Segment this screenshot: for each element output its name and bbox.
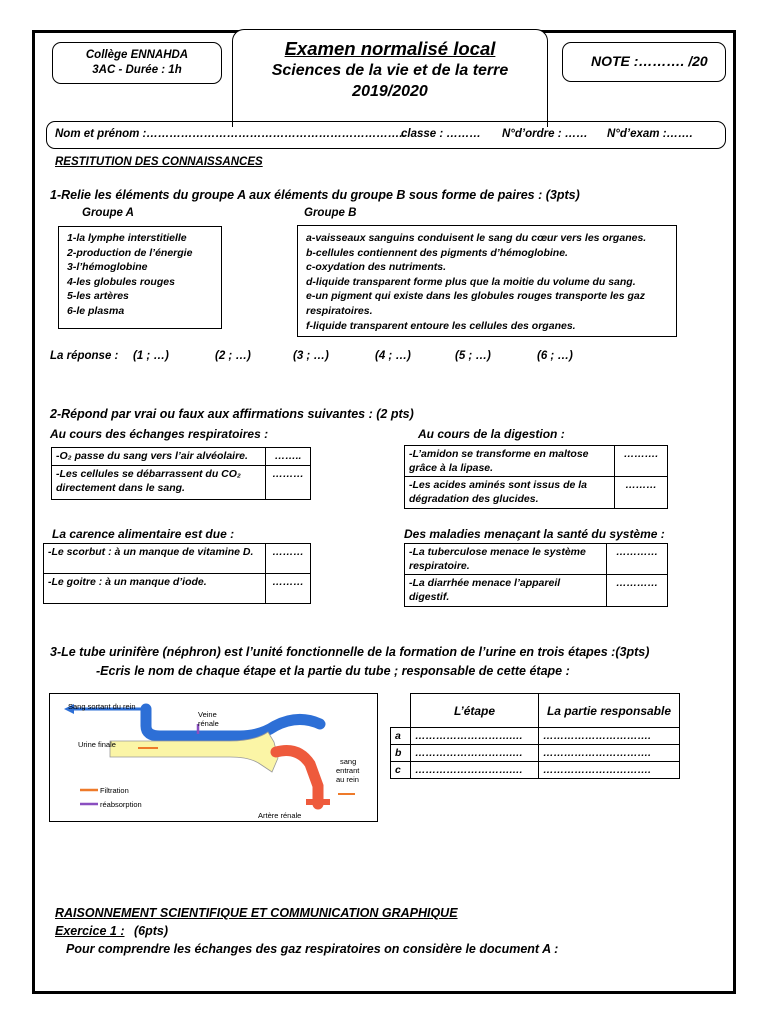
tf-answer[interactable]: ………: [266, 466, 311, 500]
student-info-box: [46, 121, 726, 149]
tf-table-digestion: [404, 445, 668, 509]
group-b-label: Groupe B: [304, 207, 357, 219]
group-a-item: 6-le plasma: [67, 304, 125, 317]
label-sang-entrant-1: sang: [340, 757, 357, 766]
label-renale: rénale: [198, 719, 219, 728]
step-answer[interactable]: ……………………….…: [411, 762, 539, 779]
tf-statement: -Les acides aminés sont issus de la dégradation des glucides.: [405, 477, 615, 509]
label-sang-entrant-2: entrant: [336, 766, 360, 775]
tf-statement: -Le scorbut : à un manque de vitamine D.: [44, 544, 266, 574]
group-b-item: a-vaisseaux sanguins conduisent le sang du cœur vers les organes.: [306, 232, 647, 244]
group-a-item: 2-production de l’énergie: [67, 246, 193, 259]
row-label: b: [391, 745, 411, 762]
row-label: a: [391, 728, 411, 745]
step-answer[interactable]: ……………………….…: [411, 745, 539, 762]
column-header-step: L’étape: [411, 694, 539, 728]
section-heading-2: RAISONNEMENT SCIENTIFIQUE ET COMMUNICATION GRAPHIQUE: [55, 906, 458, 920]
section-heading-1: RESTITUTION DES CONNAISSANCES: [55, 156, 263, 168]
answer-pair[interactable]: (4 ; …): [375, 350, 411, 362]
nephron-figure: [49, 693, 378, 822]
tf-answer[interactable]: ………: [615, 477, 668, 509]
group-a-item: 4-les globules rouges: [67, 275, 175, 288]
group-b-item: e-un pigment qui existe dans les globules rouges transporte les gaz: [306, 290, 645, 303]
tf-answer[interactable]: ………: [266, 544, 311, 574]
tf-statement: -O₂ passe du sang vers l’air alvéolaire.: [52, 448, 266, 466]
label-veine: Veine: [198, 710, 217, 719]
answer-pair[interactable]: (6 ; …): [537, 350, 573, 362]
answer-pair[interactable]: (3 ; …): [293, 350, 329, 362]
tf-statement: -La diarrhée menace l’appareil digestif.: [405, 575, 607, 607]
question-3-instruction: -Ecris le nom de chaque étape et la partie du tube ; responsable de cette étape :: [96, 664, 570, 678]
tf-answer[interactable]: …………: [607, 544, 668, 575]
label-artere: Artère rénale: [258, 811, 302, 820]
group-a-item: 3-l’hémoglobine: [67, 261, 148, 274]
tf-title-digestion: Au cours de la digestion :: [418, 427, 565, 441]
exercise-points: (6pts): [133, 924, 169, 938]
name-field[interactable]: Nom et prénom :…………………………………………………………..: [55, 128, 406, 140]
tf-answer[interactable]: ……..: [266, 448, 311, 466]
class-field[interactable]: classe : ………: [401, 128, 481, 140]
class-duration: 3AC - Durée : 1h: [92, 64, 182, 76]
title-box: [232, 29, 548, 127]
answer-label: La réponse :: [50, 350, 119, 362]
row-label: c: [391, 762, 411, 779]
tf-table-maladies: [404, 543, 668, 607]
note-label: NOTE :………. /20: [591, 53, 708, 69]
tf-statement: -L’amidon se transforme en maltose grâce à la lipase.: [405, 446, 615, 477]
note-box: [562, 42, 726, 82]
steps-table: [390, 693, 680, 779]
group-b-box: [297, 225, 677, 337]
school-name: Collège ENNAHDA: [85, 49, 189, 61]
column-header-part: La partie responsable: [539, 694, 680, 728]
tf-title-maladies: Des maladies menaçant la santé du système :: [404, 527, 665, 541]
tf-title-respiration: Au cours des échanges respiratoires :: [50, 427, 269, 441]
exercise-text: Pour comprendre les échanges des gaz respiratoires on considère le document A :: [66, 942, 559, 956]
group-b-item: d-liquide transparent forme plus que la moitie du volume du sang.: [306, 275, 636, 288]
label-sang-entrant-3: au rein: [336, 775, 359, 784]
label-sang-sortant: Sang sortant du rein: [68, 702, 136, 711]
exam-title: Examen normalisé local: [284, 38, 496, 59]
page-frame: [32, 30, 736, 994]
question-1: 1-Relie les éléments du groupe A aux éléments du groupe B sous forme de paires : (3pts): [50, 188, 580, 202]
group-b-item: respiratoires.: [306, 304, 373, 317]
tf-table-respiration: [51, 447, 311, 500]
question-3: 3-Le tube urinifère (néphron) est l’unité fonctionnelle de la formation de l’urine en trois étapes :(3pts): [50, 645, 650, 659]
group-b-item: f-liquide transparent entoure les cellules des organes.: [306, 319, 576, 332]
tf-table-carence: [43, 543, 311, 604]
tf-answer[interactable]: …………: [607, 575, 668, 607]
tf-statement: -La tuberculose menace le système respiratoire.: [405, 544, 607, 575]
tf-answer[interactable]: ……….: [615, 446, 668, 477]
exercise-heading: [55, 924, 168, 938]
group-a-box: [58, 226, 222, 329]
answer-pair[interactable]: (2 ; …): [215, 350, 251, 362]
order-field[interactable]: N°d’ordre : ……: [502, 128, 588, 140]
label-urine-finale: Urine finale: [78, 740, 116, 749]
exam-year: 2019/2020: [352, 83, 428, 100]
answer-pair[interactable]: (1 ; …): [133, 350, 169, 362]
group-a-item: 5-les artères: [67, 290, 129, 303]
part-answer[interactable]: ………………………….: [539, 745, 680, 762]
part-answer[interactable]: ………………………….: [539, 728, 680, 745]
legend-filtration: Filtration: [100, 786, 129, 795]
vein-shape: [146, 709, 320, 736]
tf-statement: -Les cellules se débarrassent du CO₂ directement dans le sang.: [52, 466, 266, 500]
tf-answer[interactable]: ………: [266, 574, 311, 604]
group-a-item: 1-la lymphe interstitielle: [67, 232, 187, 244]
step-answer[interactable]: ……………………….…: [411, 728, 539, 745]
question-2: 2-Répond par vrai ou faux aux affirmations suivantes : (2 pts): [50, 407, 414, 421]
tf-title-carence: La carence alimentaire est due :: [52, 527, 235, 541]
part-answer[interactable]: ………………………….: [539, 762, 680, 779]
exam-subject: Sciences de la vie et de la terre: [271, 62, 509, 79]
group-a-label: Groupe A: [82, 207, 134, 219]
school-box: [52, 42, 222, 84]
exam-number-field[interactable]: N°d’exam :…….: [607, 128, 693, 140]
artery-shape: [276, 751, 318, 805]
exercise-label: Exercice 1 :: [55, 924, 125, 938]
group-b-item: c-oxydation des nutriments.: [306, 261, 447, 274]
tf-statement: -Le goitre : à un manque d’iode.: [44, 574, 266, 604]
legend-reabsorption: réabsorption: [100, 800, 142, 809]
answer-pair[interactable]: (5 ; …): [455, 350, 491, 362]
group-b-item: b-cellules contiennent des pigments d’hémoglobine.: [306, 246, 568, 259]
